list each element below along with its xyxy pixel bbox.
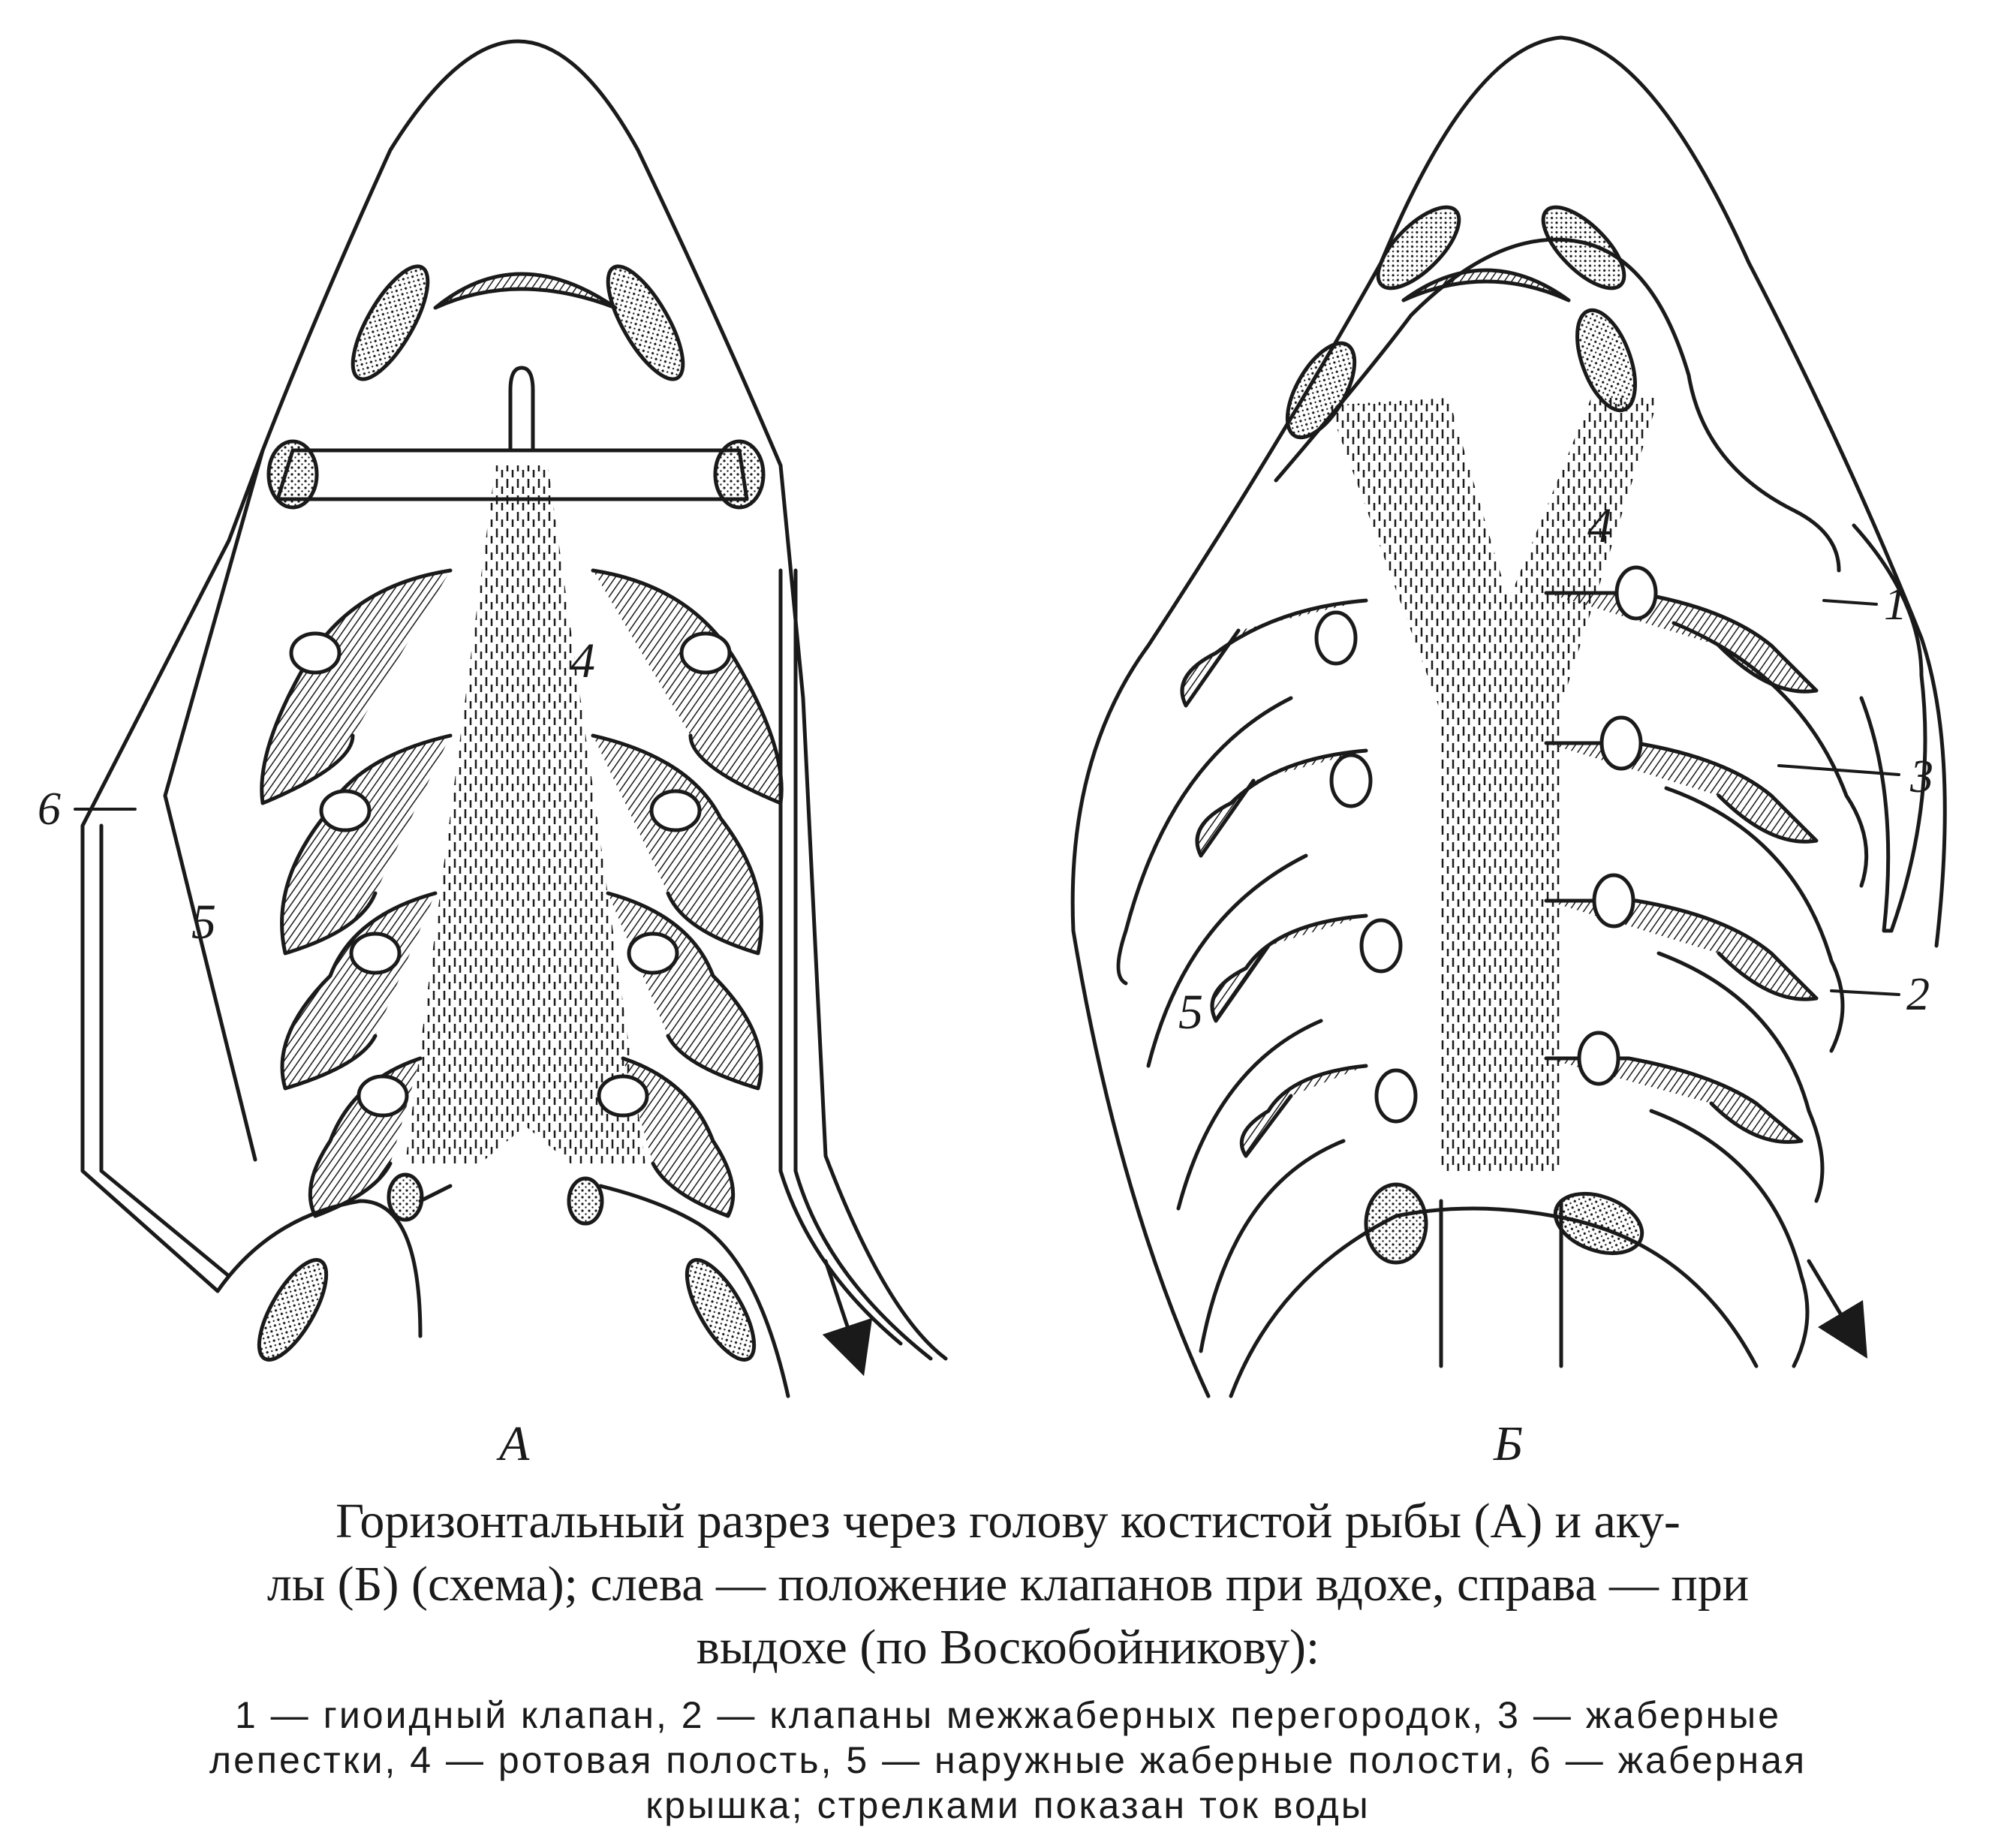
caption-legend-line-2: лепестки, 4 — ротовая полость, 5 — наружные жаберные полости, 6 — жаберная [209, 1739, 1807, 1781]
panel-b-snout-cartilage [1404, 270, 1569, 300]
panel-a-water-flow-arrow [826, 1261, 856, 1351]
panel-a-crossbar-end-right [715, 441, 763, 507]
panel-b-water-flow-arrow [1809, 1261, 1854, 1336]
panel-a-clavicle-left [246, 1251, 339, 1369]
panel-b-label-4: 4 [1587, 498, 1612, 553]
panel-a-pharynx [405, 465, 645, 1163]
panel-a-clavicle-right [674, 1251, 766, 1369]
panel-b-diagram [1073, 38, 1945, 1396]
panel-a-operculum-left [83, 450, 263, 1291]
caption-title-line-3: выдохе (по Воскобойникову): [696, 1620, 1320, 1675]
panel-a-diagram [75, 41, 946, 1396]
panel-b-label-1: 1 [1884, 579, 1907, 630]
panel-b-pectoral-girdle [1231, 1201, 1756, 1396]
panel-a-hyoid-right [569, 1178, 602, 1223]
panel-a-label-4: 4 [570, 634, 595, 688]
panel-a-snout-cartilage [435, 274, 615, 308]
panel-a-hyoid-left [389, 1175, 422, 1220]
panel-a-operculum-right-inner [781, 570, 901, 1344]
panel-b-label-3: 3 [1910, 751, 1933, 802]
panel-a-label: А [499, 1416, 530, 1471]
panel-a-operculum-left-inner [101, 826, 229, 1276]
panel-b-label-2: 2 [1906, 969, 1930, 1020]
panel-b-label: Б [1494, 1416, 1523, 1471]
panel-b-clavicle-left [1366, 1184, 1426, 1263]
caption-title [53, 1490, 1963, 1679]
caption-title-line-1: Горизонтальный разрез через голову костистой рыбы (А) и аку- [335, 1494, 1681, 1549]
caption-legend-line-1: 1 — гиоидный клапан, 2 — клапаны межжаберных перегородок, 3 — жаберные [234, 1694, 1782, 1736]
panel-a-bone-left [339, 256, 442, 389]
panel-b-septal-valves-right [1651, 623, 1867, 1366]
panel-a-crossbar-end-left [269, 441, 317, 507]
caption-title-line-2: лы (Б) (схема); слева — положение клапанов при вдохе, справа — при [266, 1557, 1750, 1612]
panel-a-label-5: 5 [191, 895, 216, 950]
panel-a-median-stem [510, 368, 533, 450]
caption-legend [53, 1693, 1963, 1828]
panel-b-arches-left [1182, 600, 1416, 1156]
panel-b-arches-right [1546, 567, 1816, 1142]
panel-b-callout-1-line [1824, 600, 1876, 604]
caption-legend-line-3: крышка; стрелками показан ток воды [645, 1784, 1371, 1826]
panel-a-bone-right [594, 256, 697, 389]
panel-a-label-6: 6 [38, 784, 61, 835]
panel-b-label-5: 5 [1178, 985, 1203, 1040]
